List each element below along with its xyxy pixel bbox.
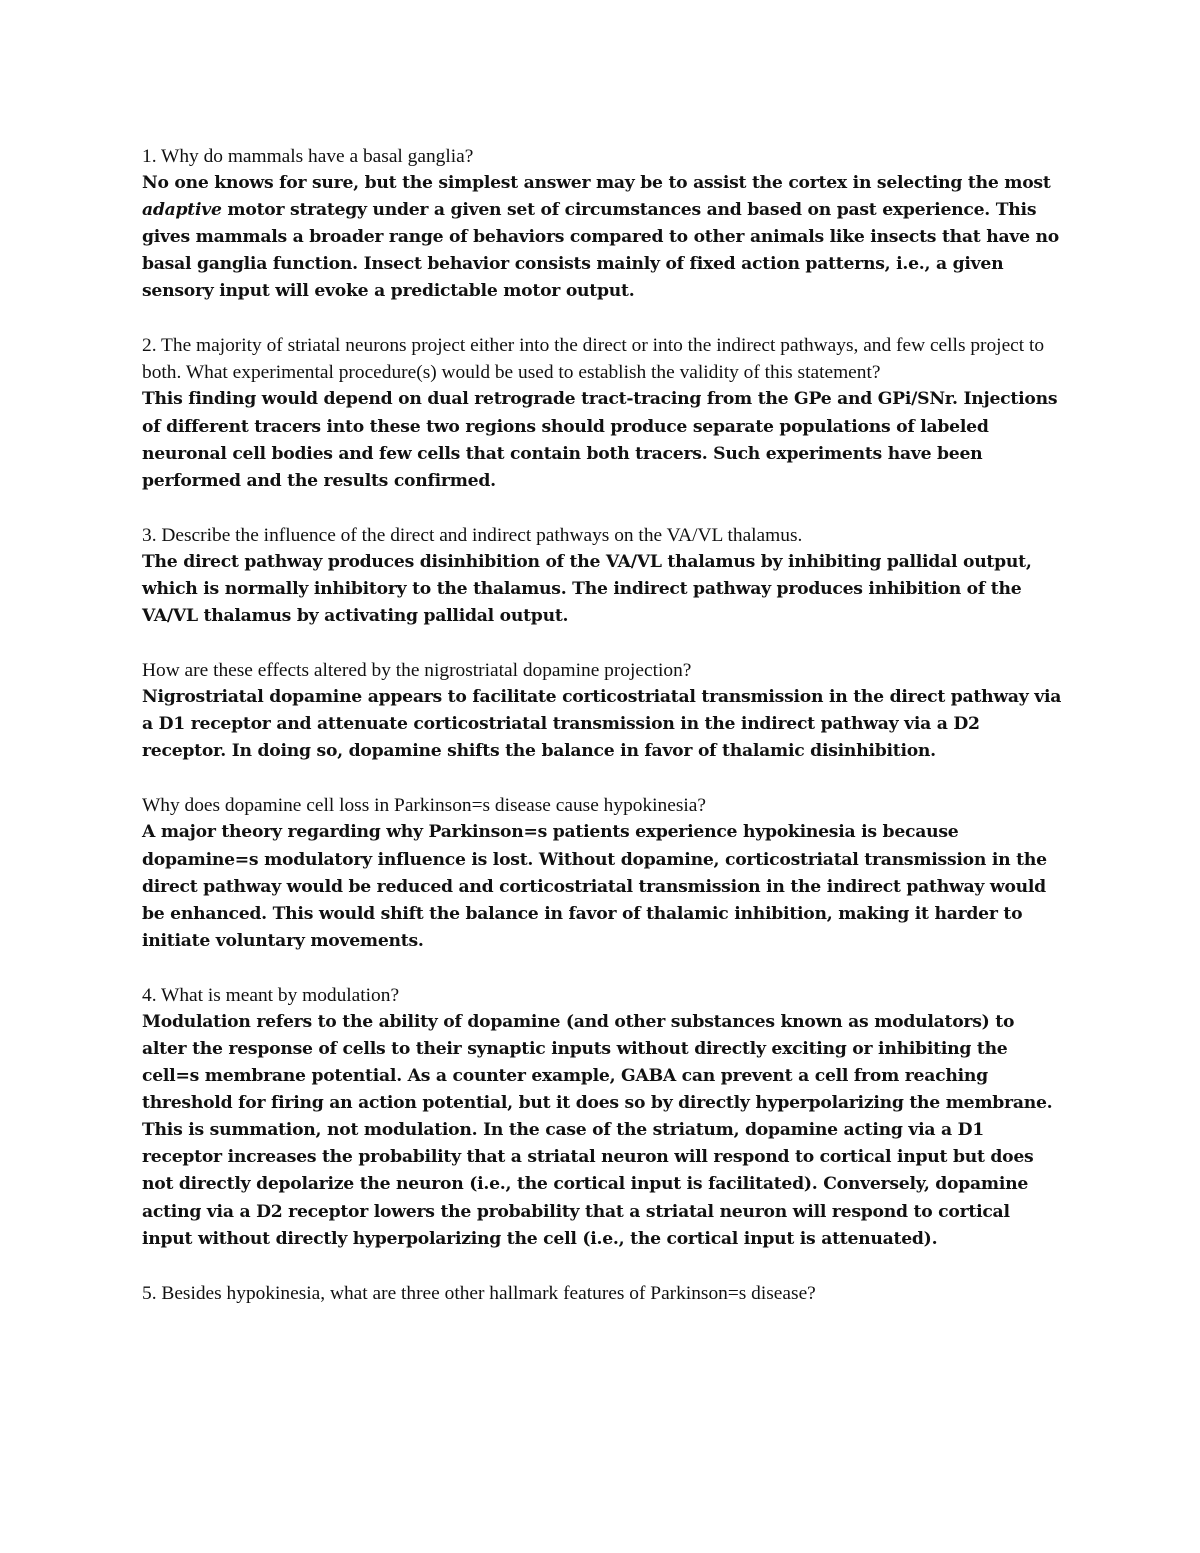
question-4: 4. What is meant by modulation? [142,984,400,1006]
qa-block-3c [142,792,1062,954]
question-5: 5. Besides hypokinesia, what are three other hallmark features of Parkinson=s disease? [142,1282,816,1304]
answer-1-text-end: motor strategy under a given set of circumstances and based on past experience. This gives mammals a broader range of behaviors compared to other animals like insects that have no basal ganglia function. Insect behavior consists mainly of fixed action patterns, i.e., a given sensory input will evoke a predictable motor output. [142,200,1059,302]
qa-block-3 [142,522,1062,630]
question-1: 1. Why do mammals have a basal ganglia? [142,146,474,167]
qa-block-3b [142,657,1062,765]
question-3: 3. Describe the influence of the direct and indirect pathways on the VA/VL thalamus. [142,524,803,546]
answer-3c: A major theory regarding why Parkinson=s patients experience hypokinesia is because dopamine=s modulatory influence is lost. Without dopamine, corticostriatal transmission in the direct pathway would be reduced and corticostriatal transmission in the indirect pathway would be enhanced. This would shift the balance in favor of thalamic inhibition, making it harder to initiate voluntary movements. [142,822,1047,951]
question-3c: Why does dopamine cell loss in Parkinson=s disease cause hypokinesia? [142,795,706,817]
document-page [142,143,1062,1334]
answer-3: The direct pathway produces disinhibition of the VA/VL thalamus by inhibiting pallidal output, which is normally inhibitory to the thalamus. The indirect pathway produces inhibition of the VA/VL thalamus by activating pallidal output. [142,551,1032,627]
answer-1 [142,170,1062,305]
answer-2: This finding would depend on dual retrograde tract-tracing from the GPe and GPi/SNr. Injections of different tracers into these two regions should produce separate populations of labeled neuronal cell bodies and few cells that contain both tracers. Such experiments have been performed and the results confirmed. [142,389,1058,491]
qa-block-5 [142,1280,1062,1307]
qa-block-4 [142,982,1062,1253]
qa-block-1 [142,143,1062,305]
answer-3b: Nigrostriatal dopamine appears to facilitate corticostriatal transmission in the direct pathway via a D1 receptor and attenuate corticostriatal transmission in the indirect pathway via a D2 receptor. In doing so, dopamine shifts the balance in favor of thalamic disinhibition. [142,687,1062,762]
answer-4: Modulation refers to the ability of dopamine (and other substances known as modulators) to alter the response of cells to their synaptic inputs without directly exciting or inhibiting the cell=s membrane potential. As a counter example, GABA can prevent a cell from reaching threshold for firing an action potential, but it does so by directly hyperpolarizing the membrane. This is summation, not modulation. In the case of the striatum, dopamine acting via a D1 receptor increases the probability that a striatal neuron will respond to cortical input but does not directly depolarize the neuron (i.e., the cortical input is facilitated). Conversely, dopamine acting via a D2 receptor lowers the probability that a striatal neuron will respond to cortical input without directly hyperpolarizing the cell (i.e., the cortical input is attenuated). [142,1011,1053,1249]
qa-block-2 [142,332,1062,494]
question-3b: How are these effects altered by the nigrostriatal dopamine projection? [142,660,692,682]
answer-1-emphasis: adaptive [142,200,222,221]
answer-1-text-start: No one knows for sure, but the simplest answer may be to assist the cortex in selecting the most [142,173,1051,193]
question-2: 2. The majority of striatal neurons project either into the direct or into the indirect pathways, and few cells project to both. What experimental procedure(s) would be used to establish the validity of this statement? [142,335,1045,384]
